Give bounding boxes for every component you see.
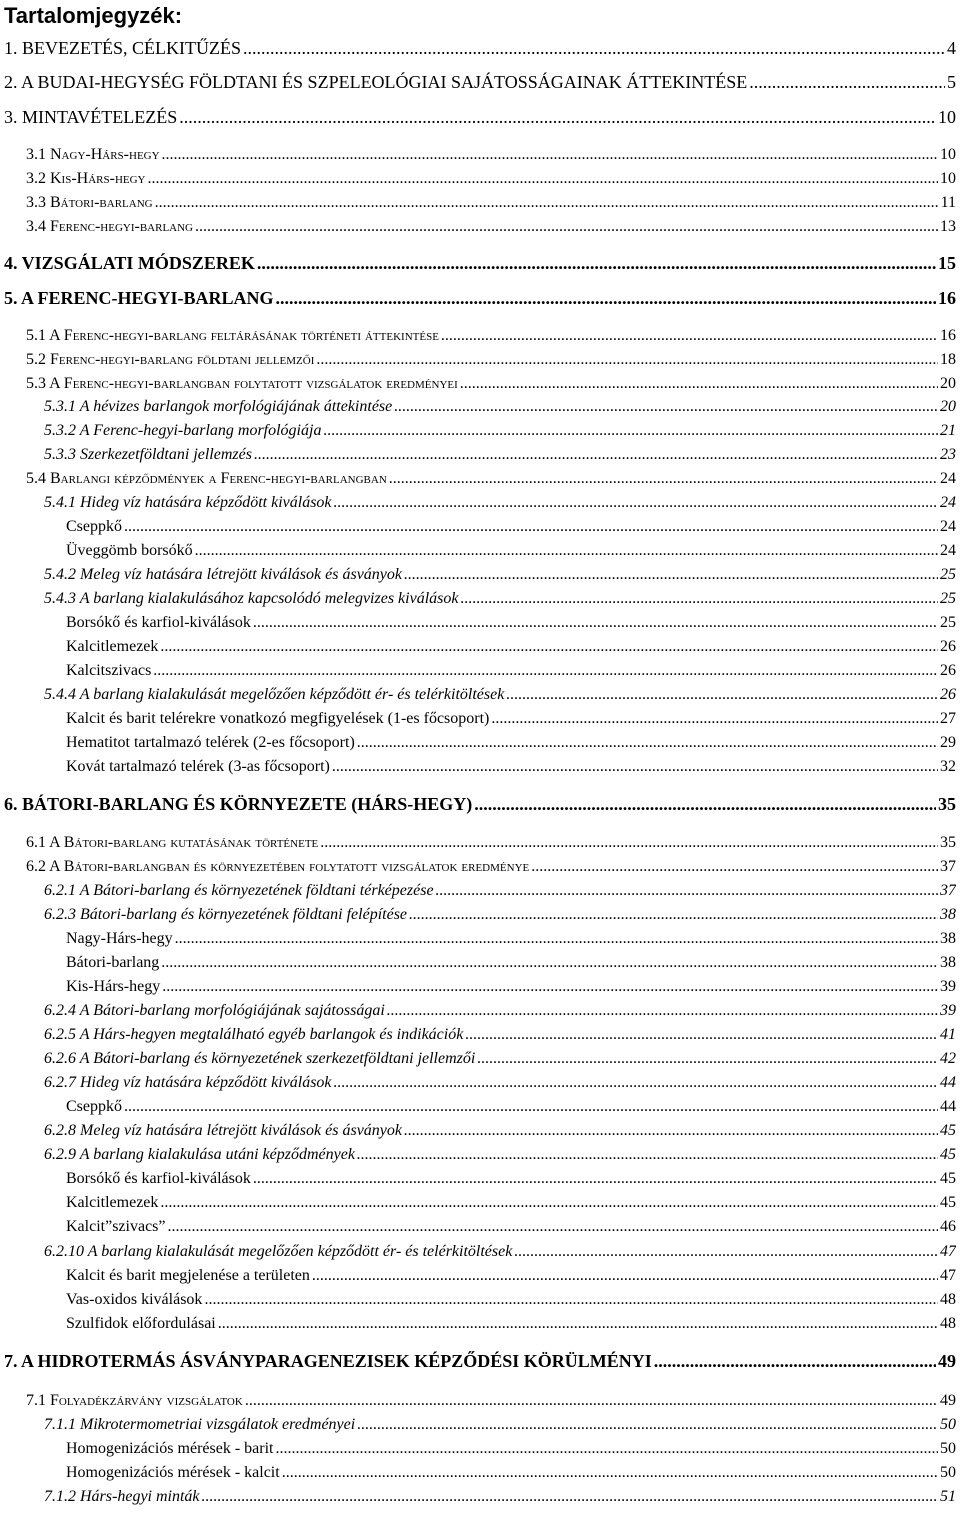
toc-entry-title: 7.1 Folyadékzárvány vizsgálatok bbox=[26, 1392, 243, 1409]
toc-entry-title: 5.4.1 Hideg víz hatására képződött kiválások bbox=[44, 494, 332, 511]
toc-entry-page: 38 bbox=[940, 930, 956, 947]
toc-entry[interactable] bbox=[66, 1291, 956, 1309]
toc-dot-leader bbox=[514, 1243, 938, 1261]
toc-entry-title: 5.1 A Ferenc-hegyi-barlang feltárásának történeti áttekintése bbox=[26, 327, 439, 344]
toc-entry-title: 6.2.6 A Bátori-barlang és környezetének szerkezetföldtani jellemzői bbox=[44, 1050, 476, 1067]
toc-entry-page: 21 bbox=[940, 422, 956, 439]
toc-entry-page: 25 bbox=[940, 590, 956, 607]
toc-dot-leader bbox=[531, 858, 938, 876]
toc-entry[interactable] bbox=[44, 1050, 956, 1068]
toc-entry[interactable] bbox=[44, 398, 956, 416]
toc-entry[interactable] bbox=[66, 710, 956, 728]
toc-entry-title: 3.2 Kis-Hárs-hegy bbox=[26, 170, 146, 187]
toc-entry-page: 47 bbox=[940, 1267, 956, 1284]
toc-entry[interactable] bbox=[4, 794, 956, 815]
toc-dot-leader bbox=[175, 930, 938, 948]
toc-entry-title: 2. A BUDAI-HEGYSÉG FÖLDTANI ÉS SZPELEOLÓGIAI SAJÁTOSSÁGAINAK ÁTTEKINTÉSE bbox=[4, 72, 748, 92]
toc-entry-title: Kovát tartalmazó telérek (3-as főcsoport) bbox=[66, 758, 330, 775]
toc-entry-title: Kalcit és barit megjelenése a területen bbox=[66, 1267, 310, 1284]
toc-dot-leader bbox=[506, 686, 938, 704]
toc-entry-page: 10 bbox=[940, 170, 956, 187]
toc-dot-leader bbox=[148, 170, 939, 188]
toc-entry-page: 27 bbox=[940, 710, 956, 727]
toc-entry[interactable] bbox=[66, 614, 956, 632]
toc-dot-leader bbox=[389, 470, 938, 488]
toc-entry-title: 5.3.1 A hévizes barlangok morfológiájának áttekintése bbox=[44, 398, 393, 415]
toc-entry-page: 50 bbox=[940, 1440, 956, 1457]
toc-entry[interactable] bbox=[44, 494, 956, 512]
toc-dot-leader bbox=[195, 218, 938, 236]
toc-entry-page: 4 bbox=[947, 38, 956, 58]
toc-entry[interactable] bbox=[66, 954, 956, 972]
toc-dot-leader bbox=[441, 327, 938, 345]
toc-entry[interactable] bbox=[4, 1351, 956, 1372]
toc-entry-title: 6.2.8 Meleg víz hatására létrejött kiválások és ásványok bbox=[44, 1122, 402, 1139]
toc-entry[interactable] bbox=[66, 1194, 956, 1212]
toc-entry[interactable] bbox=[26, 834, 956, 852]
toc-dot-leader bbox=[254, 446, 938, 464]
toc-entry-title: 6.1 A Bátori-barlang kutatásának története bbox=[26, 834, 319, 851]
toc-entry[interactable] bbox=[44, 1074, 956, 1092]
toc-dot-leader bbox=[124, 518, 938, 536]
toc-entry-title: Borsókő és karfiol-kiválások bbox=[66, 1170, 251, 1187]
toc-entry-title: 7.1.1 Mikrotermometriai vizsgálatok eredményei bbox=[44, 1416, 356, 1433]
toc-entry-title: 6. BÁTORI-BARLANG ÉS KÖRNYEZETE (HÁRS-HEGY) bbox=[4, 794, 473, 814]
toc-entry[interactable] bbox=[4, 38, 956, 59]
toc-entry[interactable] bbox=[26, 470, 956, 488]
toc-entry-page: 49 bbox=[938, 1351, 956, 1371]
toc-entry-page: 38 bbox=[940, 906, 956, 923]
toc-entry-page: 16 bbox=[940, 327, 956, 344]
toc-entry-page: 25 bbox=[940, 566, 956, 583]
toc-title: Tartalomjegyzék: bbox=[4, 3, 183, 28]
toc-entry[interactable] bbox=[66, 978, 956, 996]
toc-entry-title: 6.2.5 A Hárs-hegyen megtalálható egyéb barlangok és indikációk bbox=[44, 1026, 464, 1043]
toc-dot-leader bbox=[253, 614, 938, 632]
toc-entry-title: 3.4 Ferenc-hegyi-barlang bbox=[26, 218, 193, 235]
toc-entry[interactable] bbox=[66, 734, 956, 752]
toc-entry[interactable] bbox=[66, 1170, 956, 1188]
toc-dot-leader bbox=[409, 906, 938, 924]
toc-entry-page: 10 bbox=[938, 107, 956, 127]
toc-entry-title: 6.2.7 Hideg víz hatására képződött kiválások bbox=[44, 1074, 332, 1091]
toc-entry-page: 47 bbox=[940, 1243, 956, 1260]
toc-entry[interactable] bbox=[26, 351, 956, 369]
toc-dot-leader bbox=[357, 1146, 938, 1164]
toc-dot-leader bbox=[474, 794, 936, 815]
toc-entry-title: 5.4.3 A barlang kialakulásához kapcsolódó melegvizes kiválások bbox=[44, 590, 459, 607]
toc-dot-leader bbox=[282, 1464, 938, 1482]
toc-entry[interactable] bbox=[44, 590, 956, 608]
toc-entry[interactable] bbox=[66, 930, 956, 948]
toc-entry-page: 45 bbox=[940, 1170, 956, 1187]
toc-dot-leader bbox=[332, 758, 938, 776]
toc-entry-title: Kalcitlemezek bbox=[66, 638, 159, 655]
toc-dot-leader bbox=[155, 194, 939, 212]
toc-entry[interactable] bbox=[66, 1267, 956, 1285]
toc-entry-page: 26 bbox=[940, 686, 956, 703]
toc-dot-leader bbox=[218, 1315, 938, 1333]
toc-dot-leader bbox=[162, 978, 938, 996]
toc-entry-title: 6.2.3 Bátori-barlang és környezetének földtani felépítése bbox=[44, 906, 408, 923]
toc-dot-leader bbox=[436, 882, 938, 900]
toc-entry-page: 29 bbox=[940, 734, 956, 751]
toc-entry-page: 16 bbox=[938, 288, 956, 308]
toc-entry[interactable] bbox=[66, 1440, 956, 1458]
toc-dot-leader bbox=[387, 1002, 938, 1020]
toc-entry-title: 6.2.10 A barlang kialakulását megelőzően képződött ér- és telérkitöltések bbox=[44, 1243, 513, 1260]
toc-entry-page: 44 bbox=[940, 1098, 956, 1115]
toc-entry-page: 32 bbox=[940, 758, 956, 775]
toc-entry-page: 48 bbox=[940, 1315, 956, 1332]
toc-entry-title: Kalcit és barit telérekre vonatkozó megfigyelések (1-es főcsoport) bbox=[66, 710, 490, 727]
toc-entry[interactable] bbox=[4, 288, 956, 309]
toc-entry[interactable] bbox=[66, 542, 956, 560]
toc-entry-title: 3. MINTAVÉTELEZÉS bbox=[4, 107, 178, 127]
toc-entry-page: 38 bbox=[940, 954, 956, 971]
toc-dot-leader bbox=[334, 1074, 938, 1092]
toc-dot-leader bbox=[477, 1050, 938, 1068]
toc-dot-leader bbox=[357, 734, 938, 752]
toc-entry[interactable] bbox=[26, 218, 956, 236]
toc-dot-leader bbox=[404, 566, 938, 584]
toc-entry[interactable] bbox=[26, 1392, 956, 1410]
toc-entry-title: 3.3 Bátori-barlang bbox=[26, 194, 153, 211]
toc-entry-page: 24 bbox=[940, 542, 956, 559]
toc-entry[interactable] bbox=[44, 446, 956, 464]
toc-entry-page: 23 bbox=[940, 446, 956, 463]
toc-entry-page: 50 bbox=[940, 1416, 956, 1433]
toc-entry-page: 20 bbox=[940, 398, 956, 415]
toc-dot-leader bbox=[195, 542, 938, 560]
toc-entry-title: 5.4.4 A barlang kialakulását megelőzően képződött ér- és telérkitöltések bbox=[44, 686, 505, 703]
toc-entry-page: 15 bbox=[938, 253, 956, 273]
toc-entry[interactable] bbox=[66, 758, 956, 776]
toc-entry-title: 3.1 Nagy-Hárs-hegy bbox=[26, 146, 160, 163]
toc-entry[interactable] bbox=[44, 566, 956, 584]
toc-entry-title: Vas-oxidos kiválások bbox=[66, 1291, 203, 1308]
toc-entry[interactable] bbox=[4, 253, 956, 274]
toc-entry[interactable] bbox=[4, 107, 956, 128]
toc-entry[interactable] bbox=[44, 906, 956, 924]
toc-entry-title: 6.2.4 A Bátori-barlang morfológiájának sajátosságai bbox=[44, 1002, 385, 1019]
toc-entry-title: Kalcitlemezek bbox=[66, 1194, 159, 1211]
toc-entry-page: 49 bbox=[940, 1392, 956, 1409]
toc-entry[interactable] bbox=[26, 327, 956, 345]
toc-entry[interactable] bbox=[44, 1146, 956, 1164]
toc-entry-title: Kis-Hárs-hegy bbox=[66, 978, 161, 995]
toc-entry[interactable] bbox=[66, 1464, 956, 1482]
toc-entry-page: 10 bbox=[940, 146, 956, 163]
toc-entry-title: Cseppkő bbox=[66, 1098, 122, 1115]
toc-entry[interactable] bbox=[26, 194, 956, 212]
toc-dot-leader bbox=[253, 1170, 938, 1188]
toc-entry[interactable] bbox=[26, 858, 956, 876]
toc-dot-leader bbox=[275, 1440, 938, 1458]
toc-dot-leader bbox=[202, 1488, 938, 1506]
toc-entry-title: Hematitot tartalmazó telérek (2-es főcsoport) bbox=[66, 734, 355, 751]
toc-entry-title: Cseppkő bbox=[66, 518, 122, 535]
toc-entry-page: 18 bbox=[940, 351, 956, 368]
toc-dot-leader bbox=[334, 494, 938, 512]
toc-entry-title: Szulfidok előfordulásai bbox=[66, 1315, 216, 1332]
toc-entry[interactable] bbox=[44, 882, 956, 900]
toc-entry-title: Homogenizációs mérések - barit bbox=[66, 1440, 274, 1457]
toc-entry-title: Kalcitszivacs bbox=[66, 662, 152, 679]
toc-dot-leader bbox=[749, 72, 945, 93]
toc-entry[interactable] bbox=[44, 686, 956, 704]
toc-dot-leader bbox=[160, 1194, 938, 1212]
toc-dot-leader bbox=[654, 1351, 936, 1372]
toc-entry-page: 24 bbox=[940, 518, 956, 535]
toc-entry-title: Üveggömb borsókő bbox=[66, 542, 193, 559]
toc-dot-leader bbox=[168, 1218, 939, 1236]
toc-dot-leader bbox=[276, 288, 936, 309]
toc-dot-leader bbox=[160, 638, 938, 656]
toc-entry-title: 7.1.2 Hárs-hegyi minták bbox=[44, 1488, 200, 1505]
toc-entry[interactable] bbox=[26, 375, 956, 393]
toc-entry-page: 51 bbox=[940, 1488, 956, 1505]
toc-entry-page: 45 bbox=[940, 1146, 956, 1163]
toc-entry-page: 26 bbox=[940, 638, 956, 655]
toc-dot-leader bbox=[394, 398, 938, 416]
toc-entry-page: 46 bbox=[940, 1218, 956, 1235]
toc-entry-page: 26 bbox=[940, 662, 956, 679]
toc-entry-page: 13 bbox=[940, 218, 956, 235]
toc-entry-title: 4. VIZSGÁLATI MÓDSZEREK bbox=[4, 253, 255, 273]
toc-dot-leader bbox=[257, 253, 936, 274]
toc-entry-page: 50 bbox=[940, 1464, 956, 1481]
toc-entry[interactable] bbox=[66, 1098, 956, 1116]
toc-entry-page: 48 bbox=[940, 1291, 956, 1308]
toc-entry-page: 35 bbox=[940, 834, 956, 851]
toc-entry-title: 5.3.3 Szerkezetföldtani jellemzés bbox=[44, 446, 252, 463]
toc-entry[interactable] bbox=[4, 72, 956, 93]
toc-entry-page: 42 bbox=[940, 1050, 956, 1067]
toc-entry[interactable] bbox=[66, 1315, 956, 1333]
toc-dot-leader bbox=[204, 1291, 938, 1309]
toc-entry-title: 7. A HIDROTERMÁS ÁSVÁNYPARAGENEZISEK KÉPZŐDÉSI KÖRÜLMÉNYI bbox=[4, 1351, 652, 1371]
toc-dot-leader bbox=[245, 1392, 938, 1410]
toc-dot-leader bbox=[460, 375, 938, 393]
toc-entry[interactable] bbox=[44, 1026, 956, 1044]
toc-entry-title: 5.3.2 A Ferenc-hegyi-barlang morfológiája bbox=[44, 422, 322, 439]
toc-entry-title: Homogenizációs mérések - kalcit bbox=[66, 1464, 280, 1481]
toc-entry-page: 35 bbox=[938, 794, 956, 814]
toc-entry[interactable] bbox=[26, 170, 956, 188]
toc-entry-page: 37 bbox=[940, 882, 956, 899]
toc-dot-leader bbox=[357, 1416, 938, 1434]
toc-dot-leader bbox=[312, 1267, 938, 1285]
toc-entry-title: Nagy-Hárs-hegy bbox=[66, 930, 173, 947]
toc-entry[interactable] bbox=[44, 1416, 956, 1434]
toc-entry-title: 5.4 Barlangi képződmények a Ferenc-hegyi-barlangban bbox=[26, 470, 387, 487]
toc-entry-page: 45 bbox=[940, 1122, 956, 1139]
toc-dot-leader bbox=[153, 662, 938, 680]
toc-entry-title: 5.3 A Ferenc-hegyi-barlangban folytatott vizsgálatok eredményei bbox=[26, 375, 458, 392]
toc-dot-leader bbox=[124, 1098, 938, 1116]
toc-entry[interactable] bbox=[44, 1488, 956, 1506]
toc-entry-title: 5.4.2 Meleg víz hatására létrejött kiválások és ásványok bbox=[44, 566, 402, 583]
toc-entry[interactable] bbox=[44, 422, 956, 440]
toc-entry-page: 39 bbox=[940, 978, 956, 995]
toc-entry-page: 37 bbox=[940, 858, 956, 875]
toc-entry-page: 24 bbox=[940, 494, 956, 511]
toc-entry-title: Kalcit”szivacs” bbox=[66, 1218, 166, 1235]
toc-entry[interactable] bbox=[44, 1002, 956, 1020]
toc-entry-title: 6.2 A Bátori-barlangban és környezetében folytatott vizsgálatok eredménye bbox=[26, 858, 530, 875]
toc-entry-page: 5 bbox=[947, 72, 956, 92]
toc-entry-title: 1. BEVEZETÉS, CÉLKITŰZÉS bbox=[4, 38, 241, 58]
toc-entry-page: 45 bbox=[940, 1194, 956, 1211]
toc-entry-title: 5. A FERENC-HEGYI-BARLANG bbox=[4, 288, 274, 308]
toc-entry[interactable] bbox=[26, 146, 956, 164]
toc-entry-page: 20 bbox=[940, 375, 956, 392]
toc-entry-page: 44 bbox=[940, 1074, 956, 1091]
toc-dot-leader bbox=[323, 422, 938, 440]
toc-entry-page: 25 bbox=[940, 614, 956, 631]
toc-dot-leader bbox=[465, 1026, 938, 1044]
toc-dot-leader bbox=[179, 107, 936, 128]
toc-dot-leader bbox=[162, 146, 938, 164]
toc-entry-page: 24 bbox=[940, 470, 956, 487]
toc-dot-leader bbox=[243, 38, 945, 59]
toc-dot-leader bbox=[491, 710, 938, 728]
toc-entry-title: 6.2.9 A barlang kialakulása utáni képződmények bbox=[44, 1146, 355, 1163]
toc-dot-leader bbox=[316, 351, 938, 369]
toc-entry-page: 39 bbox=[940, 1002, 956, 1019]
toc-entry[interactable] bbox=[66, 662, 956, 680]
toc-dot-leader bbox=[161, 954, 938, 972]
toc-dot-leader bbox=[404, 1122, 938, 1140]
toc-entry-page: 41 bbox=[940, 1026, 956, 1043]
toc-entry[interactable] bbox=[44, 1122, 956, 1140]
toc-entry-title: 5.2 Ferenc-hegyi-barlang földtani jellemzői bbox=[26, 351, 315, 368]
toc-entry[interactable] bbox=[66, 1218, 956, 1236]
toc-entry-page: 11 bbox=[940, 194, 956, 211]
toc-dot-leader bbox=[320, 834, 938, 852]
toc-entry-title: Borsókő és karfiol-kiválások bbox=[66, 614, 251, 631]
toc-entry-title: Bátori-barlang bbox=[66, 954, 160, 971]
toc-entry[interactable] bbox=[44, 1243, 956, 1261]
toc-dot-leader bbox=[460, 590, 938, 608]
toc-entry-title: 6.2.1 A Bátori-barlang és környezetének földtani térképezése bbox=[44, 882, 434, 899]
toc-entry[interactable] bbox=[66, 638, 956, 656]
toc-entry[interactable] bbox=[66, 518, 956, 536]
